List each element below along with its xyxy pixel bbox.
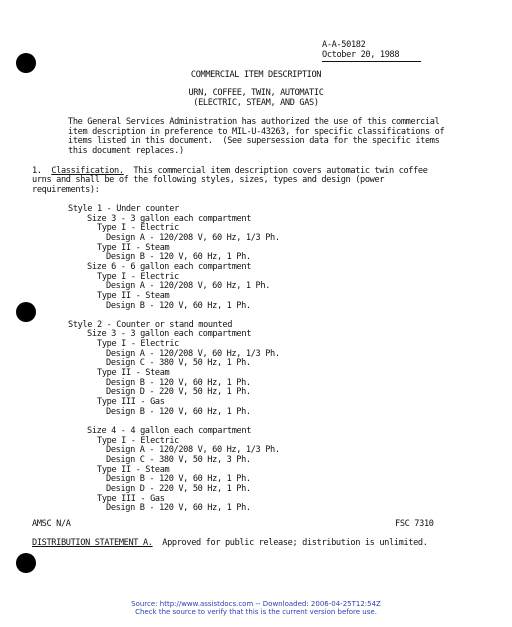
design-line: Design B - 120 V, 60 Hz, 1 Ph. (106, 474, 251, 485)
design-line: Design D - 220 V, 50 Hz, 1 Ph. (106, 387, 251, 398)
section-number: 1. (32, 166, 42, 176)
punch-hole-middle (16, 302, 36, 322)
section-title: Classification. (51, 166, 124, 176)
design-line: Design B - 120 V, 60 Hz, 1 Ph. (106, 252, 251, 263)
source-line-1: Source: http://www.assistdocs.com -- Downloaded: 2006-04-25T12:54Z (131, 600, 381, 608)
document-number: A-A-50182 (322, 40, 366, 50)
type-line: Type III - Gas (97, 397, 165, 407)
design-line: Design A - 120/208 V, 60 Hz, 1/3 Ph. (106, 445, 280, 456)
subject-line-1: URN, COFFEE, TWIN, AUTOMATIC (188, 88, 324, 98)
design-line: Design A - 120/208 V, 60 Hz, 1 Ph. (106, 281, 271, 292)
distribution-statement (32, 539, 428, 549)
punch-hole-bottom (16, 553, 36, 573)
intro-line: items listed in this document. (See supersession data for the specific items (68, 136, 440, 147)
type-line: Type I - Electric (97, 271, 180, 282)
fsc-label: FSC 7310 (395, 519, 434, 529)
document-heading: COMMERCIAL ITEM DESCRIPTION (190, 70, 322, 80)
type-line: Type II - Steam (97, 464, 170, 475)
style-line: Style 1 - Under counter (68, 204, 179, 214)
type-line: Type II - Steam (97, 290, 170, 301)
type-line: Type II - Steam (97, 242, 170, 253)
design-line: Design B - 120 V, 60 Hz, 1 Ph. (106, 300, 251, 311)
design-line: Design A - 120/208 V, 60 Hz, 1/3 Ph. (106, 232, 280, 243)
design-line: Design C - 380 V, 50 Hz, 1 Ph. (106, 358, 251, 369)
type-line: Type II - Steam (97, 368, 170, 379)
distribution-text: Approved for public release; distribution is unlimited. (152, 538, 428, 548)
size-line: Size 6 - 6 gallon each compartment (87, 261, 252, 272)
distribution-label: DISTRIBUTION STATEMENT A. (32, 538, 153, 548)
amsc-label: AMSC N/A (32, 519, 71, 529)
design-line: Design D - 220 V, 50 Hz, 1 Ph. (106, 483, 251, 494)
design-line: Design B - 120 V, 60 Hz, 1 Ph. (106, 377, 251, 388)
design-line: Design B - 120 V, 60 Hz, 1 Ph. (106, 406, 251, 417)
subject-line-2: (ELECTRIC, STEAM, AND GAS) (193, 98, 319, 108)
intro-line: item description in preference to MIL-U-43263, for specific classifications of (68, 126, 445, 137)
intro-line: The General Services Administration has authorized the use of this commercial (68, 117, 440, 127)
section-text-line: requirements): (32, 184, 100, 195)
size-line: Size 3 - 3 gallon each compartment (87, 329, 252, 340)
type-line: Type I - Electric (97, 435, 180, 446)
section-text: This commercial item description covers automatic twin coffee (123, 166, 428, 176)
design-line: Design A - 120/208 V, 60 Hz, 1/3 Ph. (106, 348, 280, 359)
design-line: Design B - 120 V, 60 Hz, 1 Ph. (106, 503, 251, 514)
punch-hole-top (16, 53, 36, 73)
type-line: Type III - Gas (97, 493, 165, 504)
document-date: October 20, 1988 (322, 51, 421, 62)
size-line: Size 3 - 3 gallon each compartment (87, 213, 252, 224)
size-line: Size 4 - 4 gallon each compartment (87, 425, 252, 436)
section-text-line: urns and shall be of the following styles, sizes, types and design (power (32, 175, 385, 185)
intro-line: this document replaces.) (68, 145, 184, 156)
type-line: Type I - Electric (97, 339, 180, 350)
type-line: Type I - Electric (97, 223, 180, 234)
source-line-2: Check the source to verify that this is the current version before use. (135, 608, 377, 616)
design-line: Design C - 380 V, 50 Hz, 3 Ph. (106, 454, 251, 465)
style-line: Style 2 - Counter or stand mounted (68, 319, 233, 330)
